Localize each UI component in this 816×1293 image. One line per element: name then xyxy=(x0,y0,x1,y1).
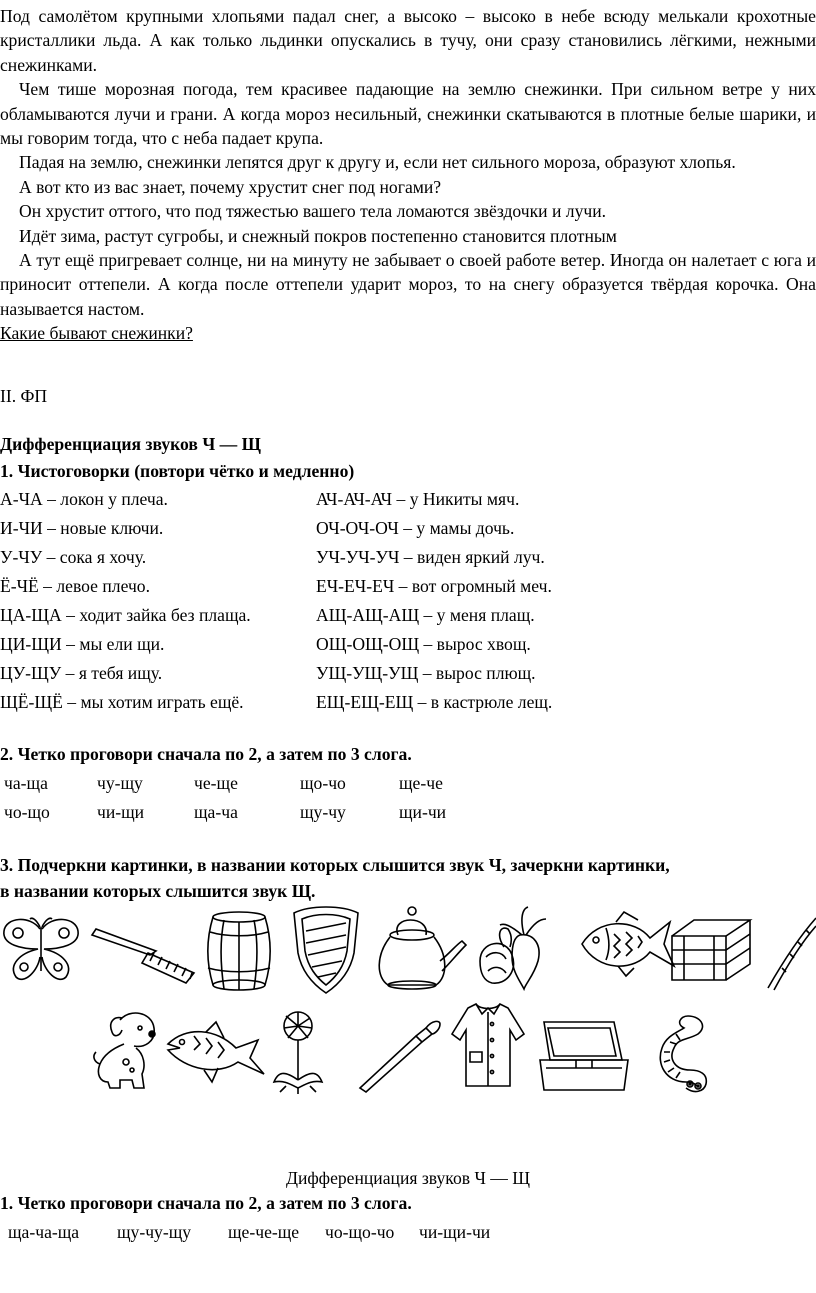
patter-right: АЧ-АЧ-АЧ – у Никиты мяч. xyxy=(316,489,520,509)
bottom-title: Дифференциация звуков Ч — Щ xyxy=(285,1168,531,1188)
patter-left: ЦА-ЩА – ходит зайка без плаща. xyxy=(0,605,251,625)
section-title: Дифференциация звуков Ч — Щ xyxy=(0,434,261,454)
syllable: ща-ча-ща xyxy=(8,1222,80,1242)
section-label: II. ФП xyxy=(0,386,48,406)
box-icon xyxy=(670,918,754,984)
patter-right: ЕЩ-ЕЩ-ЕЩ – в кастрюле лещ. xyxy=(316,692,553,712)
syllable: чи-щи-чи xyxy=(419,1222,491,1242)
patter-right: УЧ-УЧ-УЧ – виден яркий луч. xyxy=(316,547,545,567)
patter-right: АЩ-АЩ-АЩ – у меня плащ. xyxy=(316,605,535,625)
syllable: чи-щи xyxy=(97,802,145,822)
stick-icon xyxy=(760,912,816,992)
syllable: чу-щу xyxy=(97,773,143,793)
pike-icon xyxy=(166,1010,266,1090)
shield-icon xyxy=(290,905,362,995)
shirt-icon xyxy=(448,1000,528,1090)
patter-left: И-ЧИ – новые ключи. xyxy=(0,518,164,538)
syllable: ща-ча xyxy=(194,802,238,822)
puppy-icon xyxy=(90,1008,162,1090)
task1-heading: 1. Чистоговорки (повтори чётко и медленно) xyxy=(0,461,355,481)
syllable: чо-що xyxy=(4,802,50,822)
barrel-icon xyxy=(206,910,272,992)
patter-right: ЕЧ-ЕЧ-ЕЧ – вот огромный меч. xyxy=(316,576,552,596)
patter-right: УЩ-УЩ-УЩ – вырос плющ. xyxy=(316,663,536,683)
patter-left: ЦИ-ЩИ – мы ели щи. xyxy=(0,634,165,654)
syllable: ще-че-ще xyxy=(228,1222,300,1242)
intro-paragraph: А вот кто из вас знает, почему хрустит снег под ногами? xyxy=(19,176,442,197)
kettle-icon xyxy=(370,905,470,990)
syllable: чо-що-чо xyxy=(325,1222,395,1242)
brush-icon xyxy=(90,925,200,985)
syllable: що-чо xyxy=(300,773,346,793)
task2-heading: 2. Четко проговори сначала по 2, а затем по 3 слога. xyxy=(0,744,412,764)
intro-paragraph: Падая на землю, снежинки лепятся друг к другу и, если нет сильного мороза, образуют хлопья. xyxy=(19,152,736,173)
syllable: щу-чу xyxy=(300,802,346,822)
question-line: Какие бывают снежинки? xyxy=(0,323,193,344)
worm-icon xyxy=(638,1012,714,1094)
patter-left: ЩЁ-ЩЁ – мы хотим играть ещё. xyxy=(0,692,244,712)
syllable: ча-ща xyxy=(4,773,48,793)
intro-paragraph: Под самолётом крупными хлопьями падал снег, а высоко – высоко в небе всюду мелькали крохотные кристаллики льда. А как только льдинки опускались в тучу, они сразу становились лёгкими, нежными снежинками. xyxy=(0,6,816,75)
patter-left: Ё-ЧЁ – левое плечо. xyxy=(0,576,150,596)
fish-icon xyxy=(578,910,678,980)
intro-paragraph: Он хрустит оттого, что под тяжестью вашего тела ломаются звёздочки и лучи. xyxy=(19,201,607,222)
intro-paragraph: Идёт зима, растут сугробы, и снежный покров постепенно становится плотным xyxy=(19,225,617,246)
syllable: че-ще xyxy=(194,773,238,793)
dandelion-icon xyxy=(270,1010,326,1094)
vegetables-icon xyxy=(476,905,556,990)
patter-left: У-ЧУ – сока я хочу. xyxy=(0,547,147,567)
syllable: щи-чи xyxy=(399,802,447,822)
task3-heading-line2: в названии которых слышится звук Щ. xyxy=(0,881,316,901)
task3-heading-line1: 3. Подчеркни картинки, в названии которых слышится звук Ч, зачеркни картинки, xyxy=(0,855,670,875)
patter-left: А-ЧА – локон у плеча. xyxy=(0,489,168,509)
bottom-task1-heading: 1. Четко проговори сначала по 2, а затем по 3 слога. xyxy=(0,1193,412,1213)
patter-right: ОЧ-ОЧ-ОЧ – у мамы дочь. xyxy=(316,518,515,538)
paintbrush-icon xyxy=(356,1020,442,1092)
patter-left: ЦУ-ЩУ – я тебя ищу. xyxy=(0,663,163,683)
intro-paragraph: Чем тише морозная погода, тем красивее падающие на землю снежинки. При сильном ветре у них обламываются лучи и грани. А когда мороз несильный, снежинки скатываются в плотные белые шарики, и мы говорим тогда, что с неба падает крупа. xyxy=(0,79,816,149)
suitcase-icon xyxy=(536,1020,632,1094)
syllable: щу-чу-щу xyxy=(117,1222,192,1242)
patter-right: ОЩ-ОЩ-ОЩ – вырос хвощ. xyxy=(316,634,531,654)
intro-text xyxy=(0,4,816,346)
intro-paragraph: А тут ещё пригревает солнце, ни на минуту не забывает о своей работе ветер. Иногда он налетает с юга и приносит оттепели. А когда после оттепели ударит мороз, то на снегу образуется твёрдая корочка. Она называется настом. xyxy=(0,250,816,319)
butterfly-icon xyxy=(0,915,82,985)
syllable: ще-че xyxy=(399,773,443,793)
